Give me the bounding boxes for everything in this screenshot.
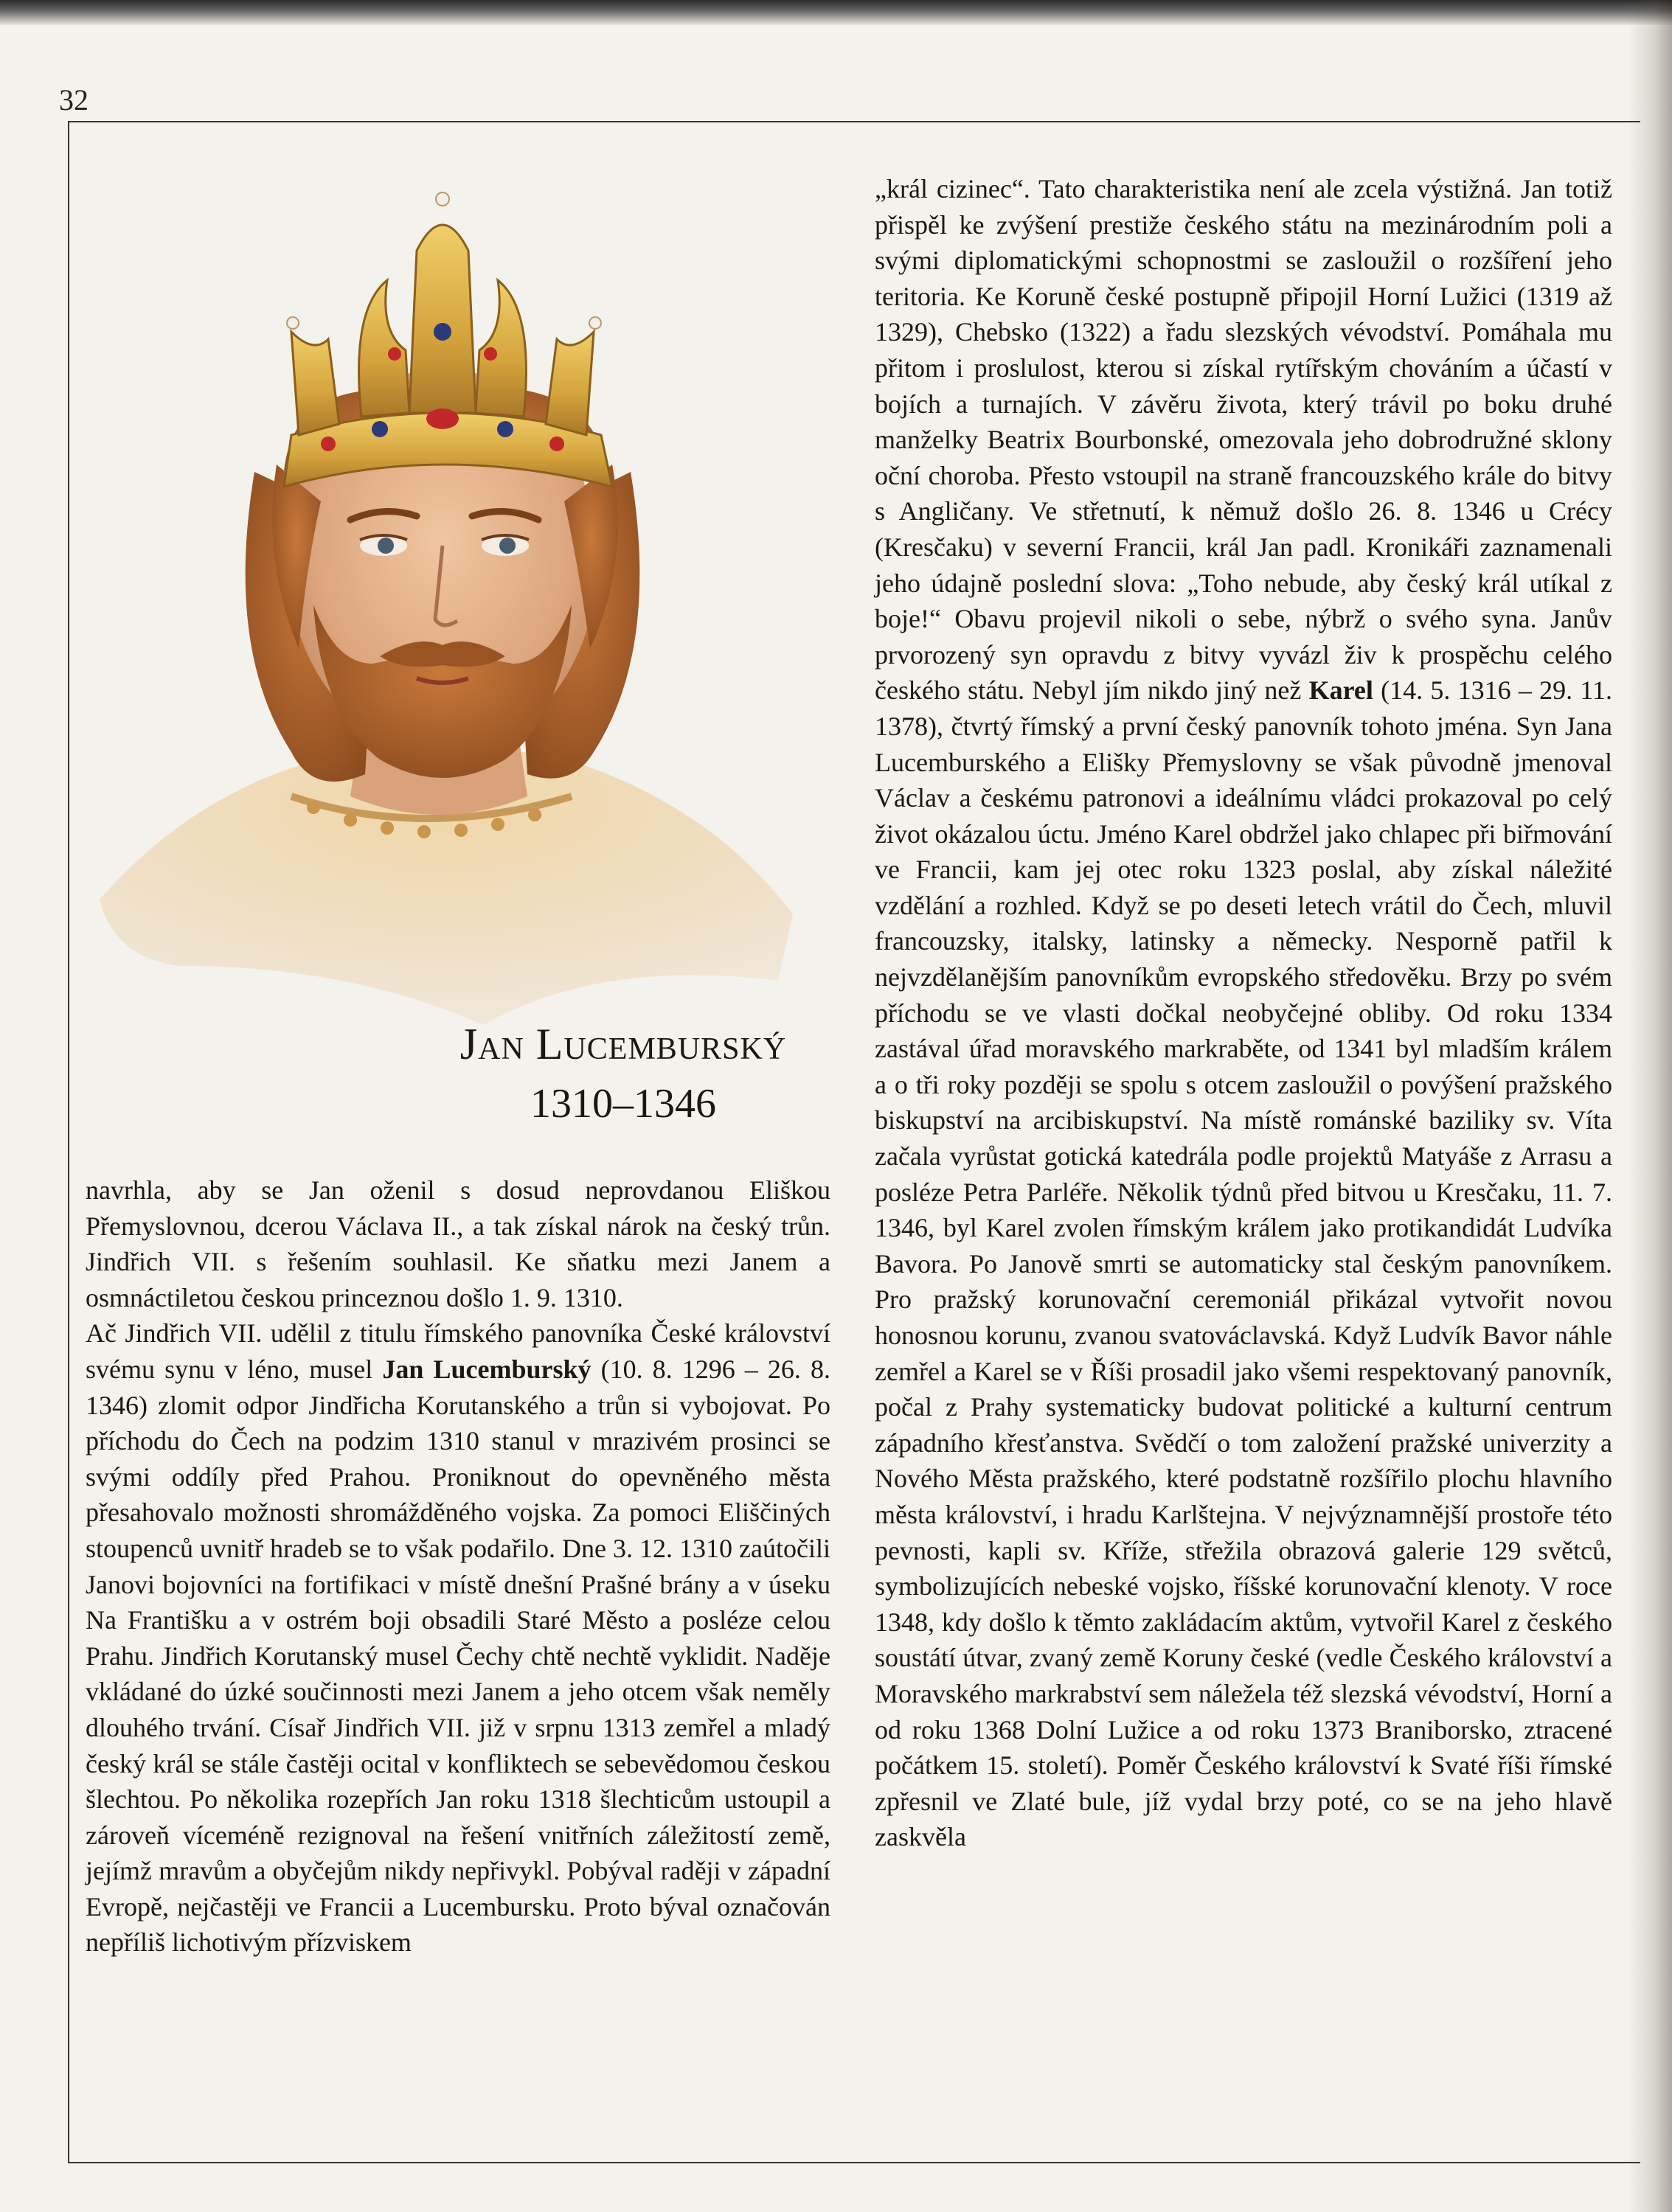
left-paragraph-2 [86, 1315, 830, 1961]
portrait-jan-lucembursky [70, 88, 808, 1032]
bold-name-jan: Jan Lucemburský [382, 1354, 592, 1384]
left-paragraph-2-rest: (10. 8. 1296 – 26. 8. 1346) zlomit odpor Jindřicha Korutanského a trůn si vybojovat. Po příchodu do Čech na podzim 1310 stanul v mrazivém prosinci se svými oddíly před Prahou. Proniknout do opevněného města přesahovalo možnosti shromážděného vojska. Za pomoci Eliščiných stoupenců uvnitř hradeb se to však podařilo. Dne 3. 12. 1310 zaútočili Janovi bojovníci na fortifikaci v místě dnešní Prašné brány a v úseku Na Františku a v ostrém boji obsadili Staré Město a posléze celou Prahu. Jindřich Korutanský musel Čechy chtě nechtě vyklidit. Naděje vkládané do úzké součinnosti mezi Janem a jeho otcem však neměly dlouhého trvání. Císař Jindřich VII. již v srpnu 1313 zemřel a mladý český král se stále častěji ocital v konfliktech se sebevědomou českou šlechtou. Po několika rozepřích Jan roku 1318 šlechticům ustoupil a zároveň víceméně rezignoval na řešení vnitřních záležitostí země, jejímž mravům a obyčejům nikdy nepřivykl. Pobýval raději v západní Evropě, nejčastěji ve Francii a Lucembursku. Proto býval označován nepříliš lichotivým přízviskem [86, 1354, 830, 1958]
left-paragraph-1: navrhla, aby se Jan oženil s dosud neprovdanou Eliškou Přemyslovnou, dcerou Václava II., a tak získal nárok na český trůn. Jindřich VII. s řešením souhlasil. Ke sňatku mezi Janem a osmnáctiletou českou princeznou došlo 1. 9. 1310. [86, 1175, 830, 1312]
right-text-column [875, 171, 1612, 1855]
page-number: 32 [59, 83, 89, 116]
right-paragraph-1 [875, 171, 1612, 1855]
ruler-name: Jan Lucemburský [459, 1020, 787, 1068]
right-paragraph-rest: (14. 5. 1316 – 29. 11. 1378), čtvrtý římský a první český panovník tohoto jména. Syn Jana Lucemburského a Elišky Přemyslovny se však původně jmenoval Václav a českému patronovi a ideálnímu vládci prokazoval po celý život okázalou úctu. Jméno Karel obdržel jako chlapec při biřmování ve Francii, kam jej otec roku 1323 poslal, aby získal náležité vzdělání a rozhled. Když se po deseti letech vrátil do Čech, mluvil francouzsky, italsky, latinsky a německy. Nesporně patřil k nejvzdělanějším panovníkům evropského středověku. Brzy po svém příchodu se ve vlasti dočkal neobyčejné obliby. Od roku 1334 zastával úřad moravského markraběte, od 1341 byl mladším králem a o tři roky později se spolu s otcem zasloužil o povýšení pražského biskupství na arcibiskupství. Na místě románské baziliky sv. Víta začala vyrůstat gotická katedrála podle projektů Matyáše z Arrasu a posléze Petra Parléře. Několik týdnů před bitvou u Kresčaku, 11. 7. 1346, byl Karel zvolen římským králem jako protikandidát Ludvíka Bavora. Po Janově smrti se automaticky stal českým panovníkem. Pro pražský korunovační ceremoniál přikázal vytvořit novou honosnou korunu, zvanou svatováclavská. Když Ludvík Bavor náhle zemřel a Karel se v Říši prosadil jako všemi respektovaný panovník, počal z Prahy systematicky budovat politické a kulturní centrum západního křesťanstva. Svědčí o tom založení pražské univerzity a Nového Města pražského, které podstatně rozšířilo plochu hlavního města království, i hradu Karlštejna. V nejvýznamnější prostoře této pevnosti, kapli sv. Kříže, střežila obrazová galerie 129 světců, symbolizujících nebeské vojsko, říšské korunovační klenoty. V roce 1348, kdy došlo k těmto zakládacím aktům, vytvořil Karel z českého soustátí útvar, zvaný země Koruny české (vedle Českého království a Moravského markrabství sem náležela též slezská vévodství, Horní a od roku 1368 Dolní Lužice a od roku 1373 Braniborsko, ztracené počátkem 15. století). Poměr Českého království k Svaté říši římské zpřesnil ve Zlaté bule, jíž vydal brzy poté, co se na jeho hlavě zaskvěla [875, 675, 1612, 1852]
right-paragraph-start: „král cizinec“. Tato charakteristika není ale zcela výstižná. Jan totiž přispěl ke zvýšení prestiže českého státu na mezinárodním poli a svými diplomatickými schopnostmi se zasloužil o rozšíření jeho teritoria. Ke Koruně české postupně připojil Horní Lužici (1319 až 1329), Chebsko (1322) a řadu slezských vévodství. Pomáhala mu přitom i proslulost, kterou si získal rytířským chováním a účastí v bojích a turnajích. V závěru života, který trávil po boku druhé manželky Beatrix Bourbonské, omezovala jeho dobrodružné sklony oční choroba. Přesto vstoupil na straně francouzského krále do bitvy s Angličany. Ve střetnutí, k němuž došlo 26. 8. 1346 u Crécy (Kresčaku) v severní Francii, král Jan padl. Kronikáři zaznamenali jeho údajně poslední slova: „Toho nebude, aby český král utíkal z boje!“ Obavu projevil nikoli o sebe, nýbrž o svého syna. Janův prvorozený syn opravdu z bitvy vyvázl živ k prospěchu celého českého státu. Nebyl jím nikdo jiný než [875, 174, 1612, 706]
left-paragraph-2-start: Ač Jindřich VII. udělil z titulu římského panovníka České království svému synu v léno, musel [86, 1318, 830, 1384]
left-text-column [86, 1172, 830, 1961]
page-top-shadow [0, 0, 1672, 25]
bold-name-karel: Karel [1308, 675, 1373, 706]
ruler-heading [354, 1019, 892, 1127]
ruler-years: 1310–1346 [530, 1081, 716, 1127]
